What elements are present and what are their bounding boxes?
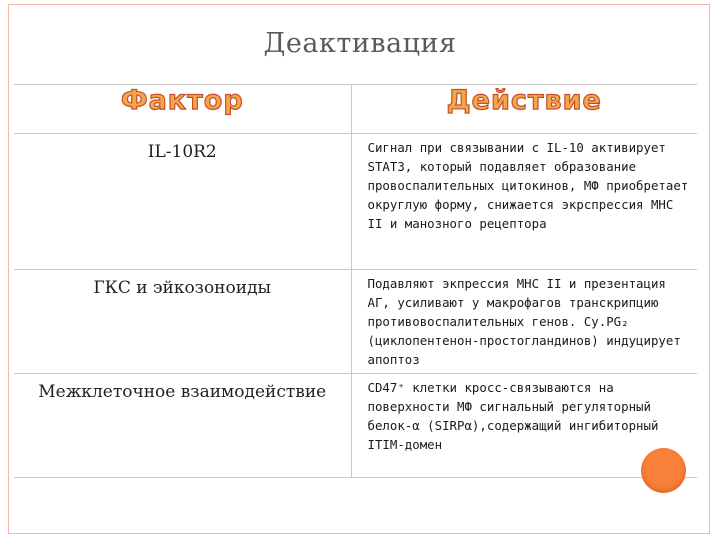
action-cell: Подавляют экпрессия МНС II и презентация АГ, усиливают у макрофагов транскрипцию противовоспалительных генов. Cy.PG₂ (циклопентенон-простогландинов) индуцирует апоптоз	[351, 270, 697, 374]
slide-title: Деактивация	[263, 28, 457, 59]
table-row	[14, 374, 697, 478]
factor-cell: IL-10R2	[14, 134, 351, 270]
table-header-row	[14, 85, 697, 134]
table-row	[14, 134, 697, 270]
factor-cell: ГКС и эйкозоноиды	[14, 270, 351, 374]
factor-cell: Межклеточное взаимодействие	[14, 374, 351, 478]
header-factor: Фактор	[14, 85, 351, 134]
header-action: Действие	[351, 85, 697, 134]
action-cell: CD47⁺ клетки кросс-связываются на поверхности МФ сигнальный регуляторный белок-α (SIRPα),содержащий ингибиторный ITIM-домен	[351, 374, 697, 478]
table-row	[14, 270, 697, 374]
decorative-orange-circle	[641, 448, 686, 493]
factor-table	[14, 84, 697, 478]
action-cell: Сигнал при связывании с IL-10 активирует STAT3, который подавляет образование провоспалительных цитокинов, МФ приобретает округлую форму, снижается экрспрессия МНС II и манозного рецептора	[351, 134, 697, 270]
